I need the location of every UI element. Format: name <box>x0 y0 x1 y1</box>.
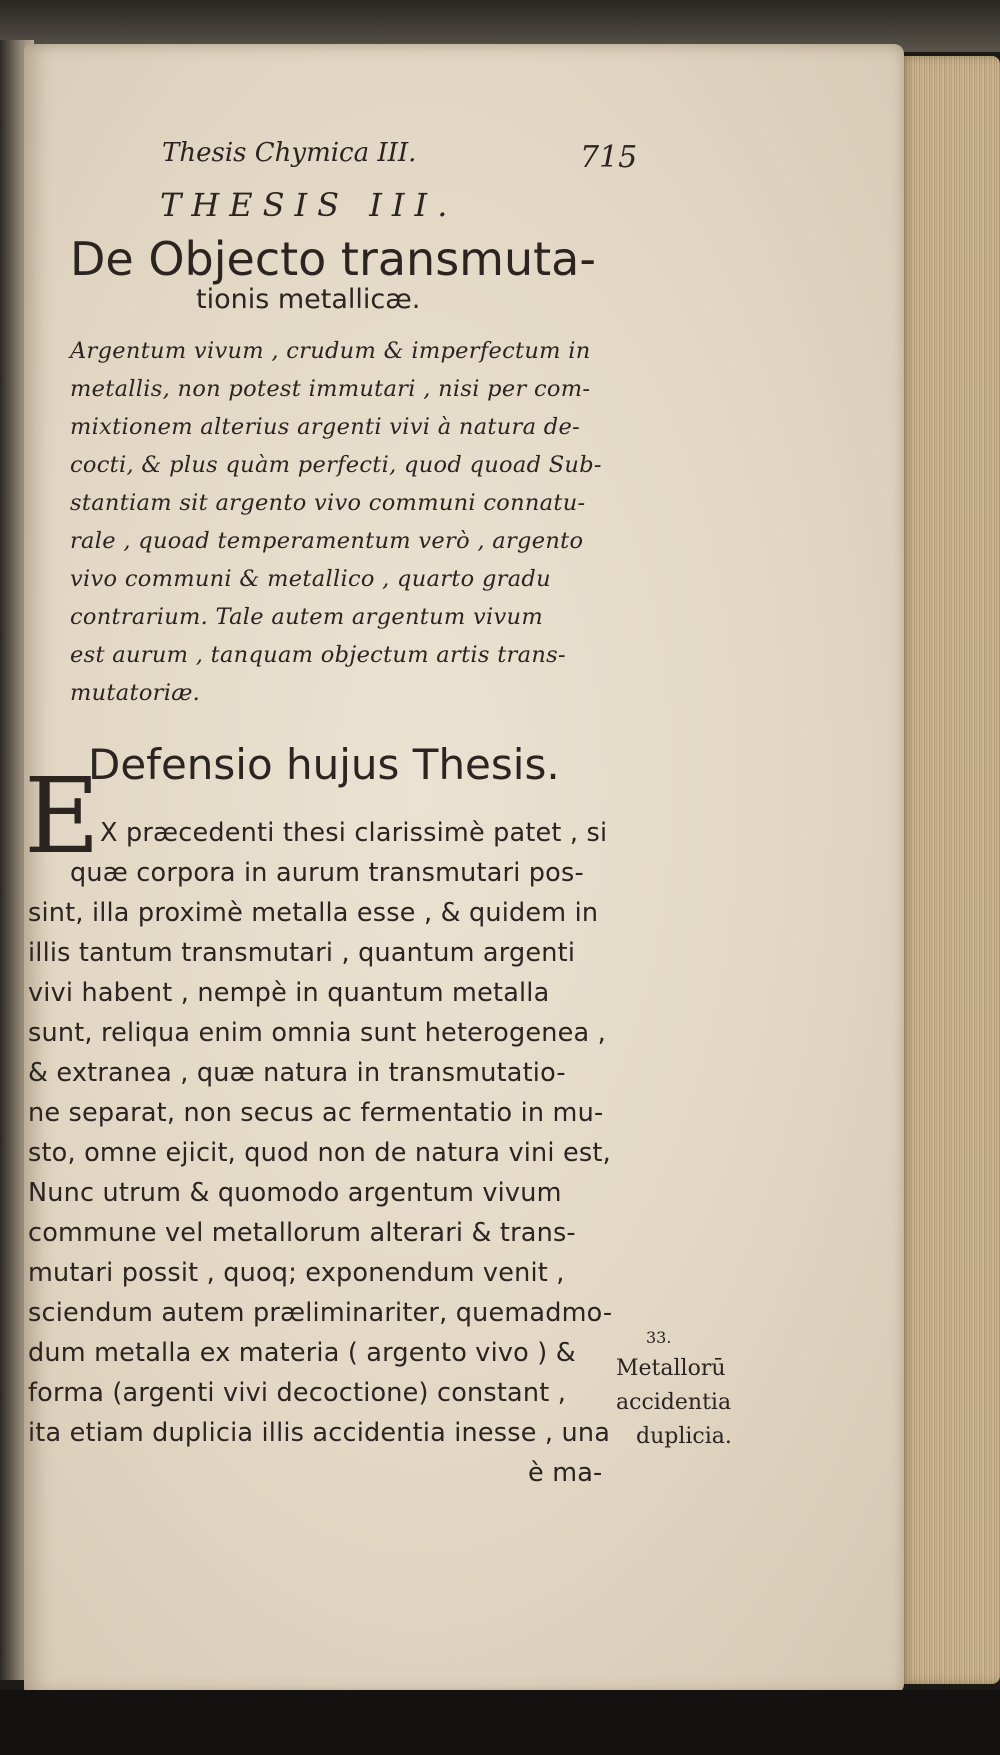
thesis-text-line: mutatoriæ. <box>70 680 201 706</box>
page-number: 715 <box>580 140 638 175</box>
running-title: Thesis Chymica III. <box>162 138 417 168</box>
margin-note-line: Metallorū <box>616 1356 726 1381</box>
thesis-text-line: Argentum vivum , crudum & imperfectum in <box>70 338 591 364</box>
thesis-text-line: metallis, non potest immutari , nisi per com- <box>70 376 591 402</box>
thesis-text-line: rale , quoad temperamentum verò , argento <box>70 528 584 554</box>
defensio-text-line: quæ corpora in aurum transmutari pos- <box>70 858 584 888</box>
thesis-title-line-1: De Objecto transmuta- <box>70 232 596 286</box>
thesis-text-line: est aurum , tanquam objectum artis trans- <box>70 642 566 668</box>
defensio-text-line: ita etiam duplicia illis accidentia inesse , una <box>28 1418 611 1448</box>
defensio-text-line: sto, omne ejicit, quod non de natura vini est, <box>28 1138 611 1168</box>
book-shadow-bottom <box>0 1690 1000 1755</box>
thesis-text-line: contrarium. Tale autem argentum vivum <box>70 604 543 630</box>
defensio-heading: Defensio hujus Thesis. <box>88 740 560 789</box>
margin-note-line: accidentia <box>616 1390 732 1415</box>
defensio-text-line: sunt, reliqua enim omnia sunt heterogenea , <box>28 1018 606 1048</box>
defensio-text-line: forma (argenti vivi decoctione) constant , <box>28 1378 567 1408</box>
drop-cap: E <box>24 755 100 877</box>
margin-note-line: duplicia. <box>636 1424 732 1449</box>
defensio-text-line: & extranea , quæ natura in transmutatio- <box>28 1058 566 1088</box>
page-stack-edges <box>900 56 1000 1684</box>
defensio-text-line: ne separat, non secus ac fermentatio in mu- <box>28 1098 604 1128</box>
thesis-text-line: stantiam sit argento vivo communi connatu- <box>70 490 586 516</box>
thesis-text-line: vivo communi & metallico , quarto gradu <box>70 566 551 592</box>
defensio-text-line: dum metalla ex materia ( argento vivo ) & <box>28 1338 576 1368</box>
defensio-text-line: illis tantum transmutari , quantum argenti <box>28 938 576 968</box>
defensio-text-line: sint, illa proximè metalla esse , & quidem in <box>28 898 599 928</box>
margin-note-number: 33. <box>646 1328 672 1347</box>
defensio-text-line: commune vel metallorum alterari & trans- <box>28 1218 576 1248</box>
thesis-label: THESIS III. <box>160 186 458 224</box>
catchword: è ma- <box>528 1458 603 1488</box>
thesis-title-line-2: tionis metallicæ. <box>196 284 421 315</box>
defensio-text-line: X præcedenti thesi clarissimè patet , si <box>100 818 608 848</box>
thesis-text-line: cocti, & plus quàm perfecti, quod quoad Sub- <box>70 452 602 478</box>
defensio-text-line: mutari possit , quoq; exponendum venit , <box>28 1258 565 1288</box>
defensio-text-line: Nunc utrum & quomodo argentum vivum <box>28 1178 562 1208</box>
thesis-text-line: mixtionem alterius argenti vivi à natura de- <box>70 414 580 440</box>
defensio-text-line: vivi habent , nempè in quantum metalla <box>28 978 550 1008</box>
defensio-text-line: sciendum autem præliminariter, quemadmo- <box>28 1298 613 1328</box>
